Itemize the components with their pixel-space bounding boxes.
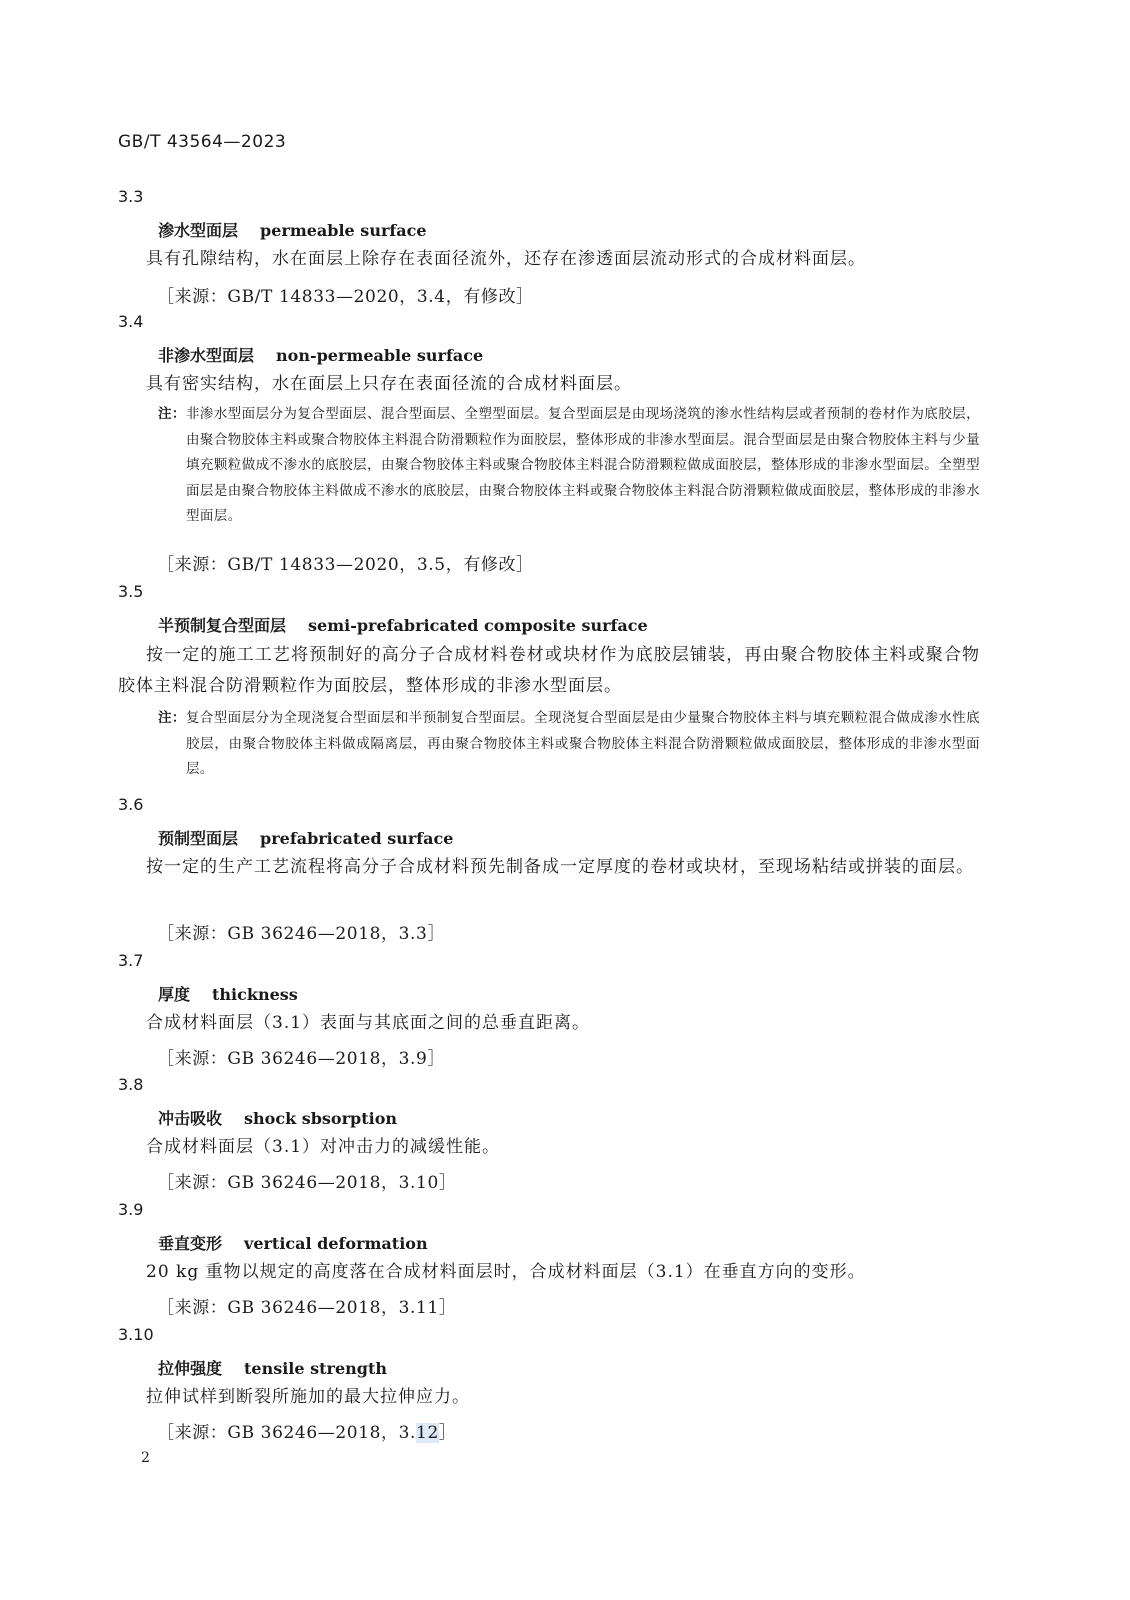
- note-label: 注：: [158, 406, 186, 422]
- term-source: ［来源：GB/T 14833—2020，3.5，有修改］: [157, 555, 534, 575]
- term-source: ［来源：GB 36246—2018，3.11］: [157, 1298, 457, 1318]
- term-source-prefix: ［来源：GB 36246—2018，3.: [157, 1423, 417, 1443]
- note-text: 非渗水型面层分为复合型面层、混合型面层、全塑型面层。复合型面层是由现场浇筑的渗水性结构层或者预制的卷材作为底胶层，由聚合物胶体主料或聚合物胶体主料混合防滑颗粒作为面胶层，整体形成的非渗水型面层。混合型面层是由聚合物胶体主料与少量填充颗粒做成不渗水的底胶层，由聚合物胶体主料或聚合物胶体主料混合防滑颗粒做成面胶层，整体形成的非渗水型面层。全塑型面层是由聚合物胶体主料做成不渗水的底胶层，由聚合物胶体主料或聚合物胶体主料混合防滑颗粒做成面胶层，整体形成的非渗水型面层。: [185, 406, 980, 524]
- term-english: semi-prefabricated composite surface: [308, 616, 648, 635]
- term-chinese: 半预制复合型面层: [158, 616, 287, 635]
- clause-number: 3.9: [118, 1200, 144, 1219]
- term-chinese: 渗水型面层: [158, 221, 239, 240]
- term-source: ［来源：GB 36246—2018，3.3］: [157, 924, 446, 944]
- term-definition: 20 kg 重物以规定的高度落在合成材料面层时，合成材料面层（3.1）在垂直方向的变形。: [146, 1262, 866, 1282]
- term-english: thickness: [212, 985, 298, 1004]
- clause-number: 3.6: [118, 795, 144, 814]
- term-chinese: 预制型面层: [158, 829, 239, 848]
- term-heading: [158, 1231, 428, 1254]
- term-chinese: 垂直变形: [158, 1234, 223, 1253]
- term-chinese: 厚度: [158, 985, 191, 1004]
- term-definition: 合成材料面层（3.1）对冲击力的减缓性能。: [146, 1137, 501, 1157]
- term-heading: [158, 982, 298, 1005]
- term-heading: [158, 218, 427, 241]
- term-heading: [158, 613, 648, 636]
- term-heading: [158, 1356, 387, 1379]
- term-source-suffix: ］: [438, 1423, 457, 1443]
- term-english: prefabricated surface: [260, 829, 454, 848]
- note-label: 注：: [158, 710, 186, 726]
- term-english: permeable surface: [260, 221, 427, 240]
- term-note: [158, 706, 980, 783]
- clause-number: 3.10: [118, 1325, 154, 1344]
- term-definition: 拉伸试样到断裂所施加的最大拉伸应力。: [146, 1387, 470, 1407]
- term-note: [158, 402, 980, 530]
- term-source: ［来源：GB 36246—2018，3.10］: [157, 1173, 457, 1193]
- term-definition: 具有密实结构，水在面层上只存在表面径流的合成材料面层。: [146, 374, 632, 394]
- document-code-header: GB/T 43564—2023: [118, 132, 287, 152]
- term-definition: 具有孔隙结构，水在面层上除存在表面径流外，还存在渗透面层流动形式的合成材料面层。: [146, 249, 866, 269]
- term-source-highlighted-number: 12: [416, 1423, 439, 1443]
- term-definition: 合成材料面层（3.1）表面与其底面之间的总垂直距离。: [146, 1013, 591, 1033]
- term-source: ［来源：GB/T 14833—2020，3.4，有修改］: [157, 287, 534, 307]
- term-heading: [158, 826, 453, 849]
- term-source: [157, 1418, 457, 1443]
- term-chinese: 冲击吸收: [158, 1109, 223, 1128]
- term-english: tensile strength: [244, 1359, 387, 1378]
- term-chinese: 拉伸强度: [158, 1359, 223, 1378]
- clause-number: 3.3: [118, 187, 144, 206]
- clause-number: 3.8: [118, 1075, 144, 1094]
- term-source: ［来源：GB 36246—2018，3.9］: [157, 1049, 446, 1069]
- term-english: non-permeable surface: [276, 346, 484, 365]
- term-english: vertical deformation: [244, 1234, 428, 1253]
- term-chinese: 非渗水型面层: [158, 346, 255, 365]
- clause-number: 3.7: [118, 951, 144, 970]
- page-number: 2: [141, 1450, 150, 1466]
- term-english: shock sbsorption: [244, 1109, 397, 1128]
- term-definition: 按一定的生产工艺流程将高分子合成材料预先制备成一定厚度的卷材或块材，至现场粘结或拼装的面层。: [146, 857, 974, 877]
- clause-number: 3.5: [118, 582, 144, 601]
- term-heading: [158, 1106, 397, 1129]
- term-heading: [158, 343, 483, 366]
- term-definition: 按一定的施工工艺将预制好的高分子合成材料卷材或块材作为底胶层铺装，再由聚合物胶体主料或聚合物胶体主料混合防滑颗粒作为面胶层，整体形成的非渗水型面层。: [118, 645, 980, 696]
- clause-number: 3.4: [118, 312, 144, 331]
- note-text: 复合型面层分为全现浇复合型面层和半预制复合型面层。全现浇复合型面层是由少量聚合物胶体主料与填充颗粒混合做成渗水性底胶层，由聚合物胶体主料做成隔离层，再由聚合物胶体主料或聚合物胶体主料混合防滑颗粒做成面胶层，整体形成的非渗水型面层。: [185, 710, 980, 777]
